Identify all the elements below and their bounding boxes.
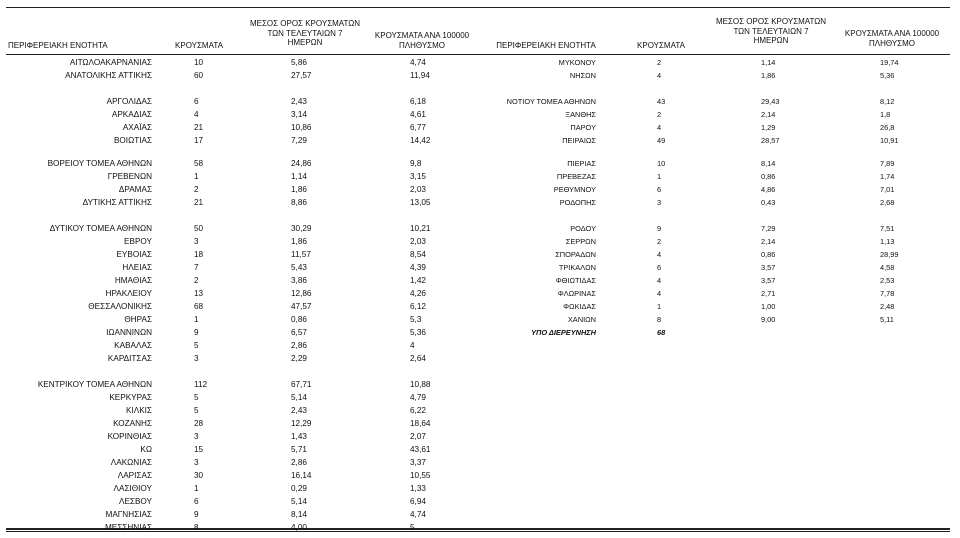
- region-name: ΛΑΡΙΣΑΣ: [117, 471, 152, 480]
- region-name: ΘΗΡΑΣ: [124, 315, 152, 324]
- region-name: ΑΡΓΟΛΙΔΑΣ: [106, 97, 152, 106]
- avg-7day-value: 7,29: [761, 224, 776, 233]
- region-name: ΝΟΤΙΟΥ ΤΟΜΕΑ ΑΘΗΝΩΝ: [506, 97, 596, 106]
- cases-value: 9: [194, 510, 199, 519]
- region-name: ΜΑΓΝΗΣΙΑΣ: [105, 510, 152, 519]
- region-name: ΚΕΝΤΡΙΚΟΥ ΤΟΜΕΑ ΑΘΗΝΩΝ: [37, 380, 152, 389]
- table-row: [0, 482, 960, 495]
- table-row: [0, 170, 960, 183]
- left-header-cases: ΚΡΟΥΣΜΑΤΑ: [175, 41, 223, 50]
- region-name: ΥΠΟ ΔΙΕΡΕΥΝΗΣΗ: [531, 328, 596, 337]
- per-100k-value: 7,78: [880, 289, 895, 298]
- region-name: ΙΩΑΝΝΙΝΩΝ: [106, 328, 152, 337]
- per-100k-value: 2,53: [880, 276, 895, 285]
- per-100k-value: 2,03: [410, 237, 426, 246]
- right-header-avg-line2: ΤΩΝ ΤΕΛΕΥΤΑΙΩΝ 7: [733, 26, 809, 36]
- region-name: ΜΕΣΣΗΝΙΑΣ: [104, 523, 152, 532]
- table-row: [0, 235, 960, 248]
- per-100k-value: 3,37: [410, 458, 426, 467]
- avg-7day-value: 1,29: [761, 123, 776, 132]
- per-100k-value: 2,68: [880, 198, 895, 207]
- per-100k-value: 11,94: [410, 71, 430, 80]
- left-header-per100k: [366, 31, 478, 50]
- cases-value: 68: [194, 302, 204, 311]
- cases-value: 4: [657, 250, 662, 259]
- per-100k-value: 19,74: [880, 58, 899, 67]
- per-100k-value: 4: [410, 341, 415, 350]
- region-name: ΗΛΕΙΑΣ: [122, 263, 152, 272]
- avg-7day-value: 47,57: [291, 302, 312, 311]
- region-name: ΡΟΔΟΠΗΣ: [559, 198, 596, 207]
- region-name: ΡΕΘΥΜΝΟΥ: [553, 185, 596, 194]
- table-row: [0, 430, 960, 443]
- avg-7day-value: 2,43: [291, 97, 307, 106]
- region-name: ΜΥΚΟΝΟΥ: [558, 58, 596, 67]
- region-name: ΛΑΚΩΝΙΑΣ: [110, 458, 152, 467]
- per-100k-value: 43,61: [410, 445, 431, 454]
- avg-7day-value: 1,86: [291, 237, 307, 246]
- table-row: [0, 261, 960, 274]
- cases-value: 58: [194, 159, 204, 168]
- per-100k-value: 8,54: [410, 250, 426, 259]
- avg-7day-value: 24,86: [291, 159, 312, 168]
- per-100k-value: 5,3: [410, 315, 422, 324]
- avg-7day-value: 5,43: [291, 263, 307, 272]
- cases-value: 10: [657, 159, 666, 168]
- per-100k-value: 4,74: [410, 510, 426, 519]
- avg-7day-value: 5,71: [291, 445, 307, 454]
- per-100k-value: 5: [410, 523, 415, 532]
- region-name: ΤΡΙΚΑΛΩΝ: [558, 263, 596, 272]
- region-name: ΑΡΚΑΔΙΑΣ: [111, 110, 152, 119]
- cases-value: 6: [194, 497, 199, 506]
- left-header-avg: [240, 19, 370, 48]
- table-row: [0, 196, 960, 209]
- region-name: ΗΜΑΘΙΑΣ: [114, 276, 152, 285]
- cases-value: 6: [657, 263, 662, 272]
- per-100k-value: 4,74: [410, 58, 426, 67]
- table-row: [0, 352, 960, 365]
- table-row: [0, 248, 960, 261]
- avg-7day-value: 2,14: [761, 237, 776, 246]
- cases-value: 60: [194, 71, 204, 80]
- table-row: [0, 183, 960, 196]
- table-row: [0, 443, 960, 456]
- cases-value: 4: [657, 289, 662, 298]
- region-name: ΡΟΔΟΥ: [570, 224, 596, 233]
- avg-7day-value: 8,86: [291, 198, 307, 207]
- avg-7day-value: 1,86: [761, 71, 776, 80]
- left-header-avg-line1: ΜΕΣΟΣ ΟΡΟΣ ΚΡΟΥΣΜΑΤΩΝ: [249, 19, 361, 28]
- cases-value: 4: [657, 123, 662, 132]
- per-100k-value: 10,21: [410, 224, 431, 233]
- cases-value: 2: [194, 185, 199, 194]
- per-100k-value: 10,55: [410, 471, 431, 480]
- avg-7day-value: 27,57: [291, 71, 312, 80]
- avg-7day-value: 2,29: [291, 354, 307, 363]
- cases-value: 8: [194, 523, 199, 532]
- region-name: ΚΑΡΔΙΤΣΑΣ: [107, 354, 152, 363]
- per-100k-value: 6,94: [410, 497, 426, 506]
- per-100k-value: 8,12: [880, 97, 895, 106]
- region-name: ΠΕΙΡΑΙΩΣ: [562, 136, 596, 145]
- cases-value: 43: [657, 97, 666, 106]
- per-100k-value: 14,42: [410, 136, 431, 145]
- avg-7day-value: 6,57: [291, 328, 307, 337]
- region-name: ΕΥΒΟΙΑΣ: [116, 250, 152, 259]
- right-header-cases: ΚΡΟΥΣΜΑΤΑ: [637, 41, 685, 50]
- region-name: ΚΑΒΑΛΑΣ: [114, 341, 152, 350]
- table-row: [0, 95, 960, 108]
- cases-value: 1: [194, 484, 199, 493]
- table-row: [0, 274, 960, 287]
- cases-value: 5: [194, 406, 199, 415]
- table-row: [0, 287, 960, 300]
- per-100k-value: 1,74: [880, 172, 895, 181]
- table-row: [0, 404, 960, 417]
- per-100k-value: 4,61: [410, 110, 426, 119]
- per-100k-value: 28,99: [880, 250, 899, 259]
- cases-value: 2: [657, 58, 662, 67]
- region-name: ΓΡΕΒΕΝΩΝ: [107, 172, 152, 181]
- avg-7day-value: 1,00: [761, 302, 776, 311]
- avg-7day-value: 3,57: [761, 263, 776, 272]
- avg-7day-value: 0,86: [761, 250, 776, 259]
- per-100k-value: 26,8: [880, 123, 895, 132]
- cases-value: 30: [194, 471, 204, 480]
- cases-value: 6: [194, 97, 199, 106]
- cases-value: 2: [657, 110, 662, 119]
- table-row: [0, 121, 960, 134]
- right-header-region: ΠΕΡΙΦΕΡΕΙΑΚΗ ΕΝΟΤΗΤΑ: [496, 41, 596, 50]
- cases-value: 3: [657, 198, 662, 207]
- region-name: ΔΥΤΙΚΗΣ ΑΤΤΙΚΗΣ: [82, 198, 152, 207]
- per-100k-value: 1,33: [410, 484, 426, 493]
- table-row: [0, 456, 960, 469]
- table-row: [0, 508, 960, 521]
- cases-value: 21: [194, 198, 204, 207]
- region-name: ΠΑΡΟΥ: [570, 123, 596, 132]
- table-row: [0, 495, 960, 508]
- avg-7day-value: 5,86: [291, 58, 307, 67]
- per-100k-value: 4,79: [410, 393, 426, 402]
- region-name: ΘΕΣΣΑΛΟΝΙΚΗΣ: [88, 302, 152, 311]
- avg-7day-value: 8,14: [291, 510, 307, 519]
- table-row: [0, 391, 960, 404]
- region-name: ΒΟΙΩΤΙΑΣ: [113, 136, 152, 145]
- region-name: ΔΥΤΙΚΟΥ ΤΟΜΕΑ ΑΘΗΝΩΝ: [49, 224, 152, 233]
- per-100k-value: 1,13: [880, 237, 895, 246]
- cases-value: 4: [194, 110, 199, 119]
- cases-value: 3: [194, 237, 199, 246]
- cases-value: 9: [194, 328, 199, 337]
- avg-7day-value: 4,00: [291, 523, 307, 532]
- cases-value: 2: [657, 237, 662, 246]
- avg-7day-value: 9,00: [761, 315, 776, 324]
- table-row: [0, 313, 960, 326]
- table-row: [0, 56, 960, 69]
- avg-7day-value: 30,29: [291, 224, 312, 233]
- region-name: ΝΗΣΩΝ: [569, 71, 596, 80]
- table-row: [0, 157, 960, 170]
- cases-value: 18: [194, 250, 204, 259]
- per-100k-value: 13,05: [410, 198, 431, 207]
- region-name: ΠΡΕΒΕΖΑΣ: [556, 172, 596, 181]
- left-header-per100k-line2: ΠΛΗΘΥΣΜΟ: [398, 40, 446, 50]
- region-name: ΕΒΡΟΥ: [124, 237, 152, 246]
- header-bottom-rule: [6, 54, 950, 55]
- cases-value: 21: [194, 123, 204, 132]
- avg-7day-value: 10,86: [291, 123, 312, 132]
- avg-7day-value: 1,86: [291, 185, 307, 194]
- per-100k-value: 6,18: [410, 97, 426, 106]
- table-row: [0, 417, 960, 430]
- cases-value: 68: [657, 328, 666, 337]
- per-100k-value: 4,58: [880, 263, 895, 272]
- table-row: [0, 300, 960, 313]
- cases-value: 9: [657, 224, 662, 233]
- region-name: ΞΑΝΘΗΣ: [565, 110, 596, 119]
- table-row: [0, 521, 960, 534]
- table-row: [0, 69, 960, 82]
- avg-7day-value: 2,14: [761, 110, 776, 119]
- avg-7day-value: 3,14: [291, 110, 307, 119]
- cases-value: 1: [657, 302, 662, 311]
- cases-value: 3: [194, 458, 199, 467]
- avg-7day-value: 1,14: [761, 58, 776, 67]
- cases-value: 2: [194, 276, 199, 285]
- cases-value: 1: [194, 172, 199, 181]
- cases-value: 8: [657, 315, 662, 324]
- per-100k-value: 7,01: [880, 185, 895, 194]
- per-100k-value: 9,8: [410, 159, 422, 168]
- per-100k-value: 2,07: [410, 432, 426, 441]
- avg-7day-value: 67,71: [291, 380, 312, 389]
- avg-7day-value: 2,43: [291, 406, 307, 415]
- avg-7day-value: 4,86: [761, 185, 776, 194]
- per-100k-value: 1,42: [410, 276, 426, 285]
- avg-7day-value: 5,14: [291, 497, 307, 506]
- region-name: ΚΙΛΚΙΣ: [125, 406, 152, 415]
- avg-7day-value: 3,57: [761, 276, 776, 285]
- avg-7day-value: 2,86: [291, 341, 307, 350]
- region-name: ΒΟΡΕΙΟΥ ΤΟΜΕΑ ΑΘΗΝΩΝ: [47, 159, 152, 168]
- region-name: ΠΙΕΡΙΑΣ: [567, 159, 596, 168]
- avg-7day-value: 0,86: [291, 315, 307, 324]
- table-row: [0, 326, 960, 339]
- region-name: ΣΠΟΡΑΔΩΝ: [555, 250, 596, 259]
- cases-value: 13: [194, 289, 204, 298]
- top-rule: [6, 7, 950, 8]
- per-100k-value: 3,15: [410, 172, 426, 181]
- avg-7day-value: 2,86: [291, 458, 307, 467]
- cases-value: 50: [194, 224, 204, 233]
- region-name: ΣΕΡΡΩΝ: [565, 237, 596, 246]
- region-name: ΑΧΑΪΑΣ: [122, 123, 152, 132]
- region-name: ΚΟΖΑΝΗΣ: [113, 419, 152, 428]
- region-name: ΔΡΑΜΑΣ: [118, 185, 152, 194]
- avg-7day-value: 0,86: [761, 172, 776, 181]
- cases-value: 4: [657, 71, 662, 80]
- cases-value: 5: [194, 341, 199, 350]
- cases-value: 1: [657, 172, 662, 181]
- cases-value: 5: [194, 393, 199, 402]
- per-100k-value: 6,22: [410, 406, 426, 415]
- cases-value: 10: [194, 58, 204, 67]
- avg-7day-value: 7,29: [291, 136, 307, 145]
- cases-value: 6: [657, 185, 662, 194]
- table-row: [0, 378, 960, 391]
- right-header-per100k-line2: ΠΛΗΘΥΣΜΟ: [868, 38, 916, 48]
- per-100k-value: 7,89: [880, 159, 895, 168]
- right-header-avg-line3: ΗΜΕΡΩΝ: [753, 36, 789, 45]
- per-100k-value: 7,51: [880, 224, 895, 233]
- per-100k-value: 4,26: [410, 289, 426, 298]
- cases-value: 3: [194, 354, 199, 363]
- cases-value: 49: [657, 136, 666, 145]
- avg-7day-value: 28,57: [761, 136, 780, 145]
- per-100k-value: 5,11: [880, 315, 894, 324]
- table-row: [0, 222, 960, 235]
- avg-7day-value: 12,29: [291, 419, 312, 428]
- per-100k-value: 6,77: [410, 123, 426, 132]
- avg-7day-value: 1,14: [291, 172, 307, 181]
- avg-7day-value: 5,14: [291, 393, 307, 402]
- region-name: ΗΡΑΚΛΕΙΟΥ: [105, 289, 152, 298]
- left-header-region: ΠΕΡΙΦΕΡΕΙΑΚΗ ΕΝΟΤΗΤΑ: [8, 41, 108, 50]
- cases-value: 28: [194, 419, 204, 428]
- table-row: [0, 108, 960, 121]
- per-100k-value: 5,36: [880, 71, 895, 80]
- region-name: ΚΟΡΙΝΘΙΑΣ: [107, 432, 152, 441]
- cases-value: 4: [657, 276, 662, 285]
- right-header-per100k-line1: ΚΡΟΥΣΜΑΤΑ ΑΝΑ 100000: [844, 29, 940, 38]
- table-row: [0, 134, 960, 147]
- cases-value: 112: [194, 380, 208, 389]
- avg-7day-value: 29,43: [761, 97, 780, 106]
- cases-value: 3: [194, 432, 199, 441]
- avg-7day-value: 2,71: [761, 289, 776, 298]
- avg-7day-value: 16,14: [291, 471, 312, 480]
- per-100k-value: 10,91: [880, 136, 899, 145]
- avg-7day-value: 0,29: [291, 484, 307, 493]
- avg-7day-value: 0,43: [761, 198, 776, 207]
- cases-value: 15: [194, 445, 204, 454]
- table-row: [0, 339, 960, 352]
- per-100k-value: 18,64: [410, 419, 431, 428]
- left-header-per100k-line1: ΚΡΟΥΣΜΑΤΑ ΑΝΑ 100000: [374, 31, 470, 40]
- region-name: ΧΑΝΙΩΝ: [567, 315, 596, 324]
- region-name: ΑΙΤΩΛΟΑΚΑΡΝΑΝΙΑΣ: [69, 58, 152, 67]
- avg-7day-value: 1,43: [291, 432, 307, 441]
- table-row: [0, 469, 960, 482]
- avg-7day-value: 3,86: [291, 276, 307, 285]
- per-100k-value: 2,48: [880, 302, 895, 311]
- per-100k-value: 5,36: [410, 328, 426, 337]
- cases-value: 1: [194, 315, 199, 324]
- per-100k-value: 6,12: [410, 302, 426, 311]
- right-header-avg: [706, 17, 836, 46]
- avg-7day-value: 8,14: [761, 159, 776, 168]
- region-name: ΦΩΚΙΔΑΣ: [563, 302, 596, 311]
- per-100k-value: 4,39: [410, 263, 426, 272]
- avg-7day-value: 11,57: [291, 250, 311, 259]
- region-name: ΦΘΙΩΤΙΔΑΣ: [555, 276, 596, 285]
- per-100k-value: 10,88: [410, 380, 431, 389]
- region-name: ΛΑΣΙΘΙΟΥ: [113, 484, 152, 493]
- left-header-avg-line2: ΤΩΝ ΤΕΛΕΥΤΑΙΩΝ 7: [267, 28, 343, 38]
- region-name: ΛΕΣΒΟΥ: [118, 497, 152, 506]
- per-100k-value: 2,64: [410, 354, 426, 363]
- region-name: ΑΝΑΤΟΛΙΚΗΣ ΑΤΤΙΚΗΣ: [65, 71, 152, 80]
- per-100k-value: 1,8: [880, 110, 891, 119]
- region-name: ΚΩ: [140, 445, 152, 454]
- cases-value: 7: [194, 263, 199, 272]
- region-name: ΚΕΡΚΥΡΑΣ: [109, 393, 152, 402]
- region-name: ΦΛΩΡΙΝΑΣ: [557, 289, 596, 298]
- cases-value: 17: [194, 136, 204, 145]
- right-header-per100k: [834, 29, 950, 48]
- per-100k-value: 2,03: [410, 185, 426, 194]
- right-header-avg-line1: ΜΕΣΟΣ ΟΡΟΣ ΚΡΟΥΣΜΑΤΩΝ: [715, 17, 827, 26]
- left-header-avg-line3: ΗΜΕΡΩΝ: [287, 38, 323, 47]
- avg-7day-value: 12,86: [291, 289, 312, 298]
